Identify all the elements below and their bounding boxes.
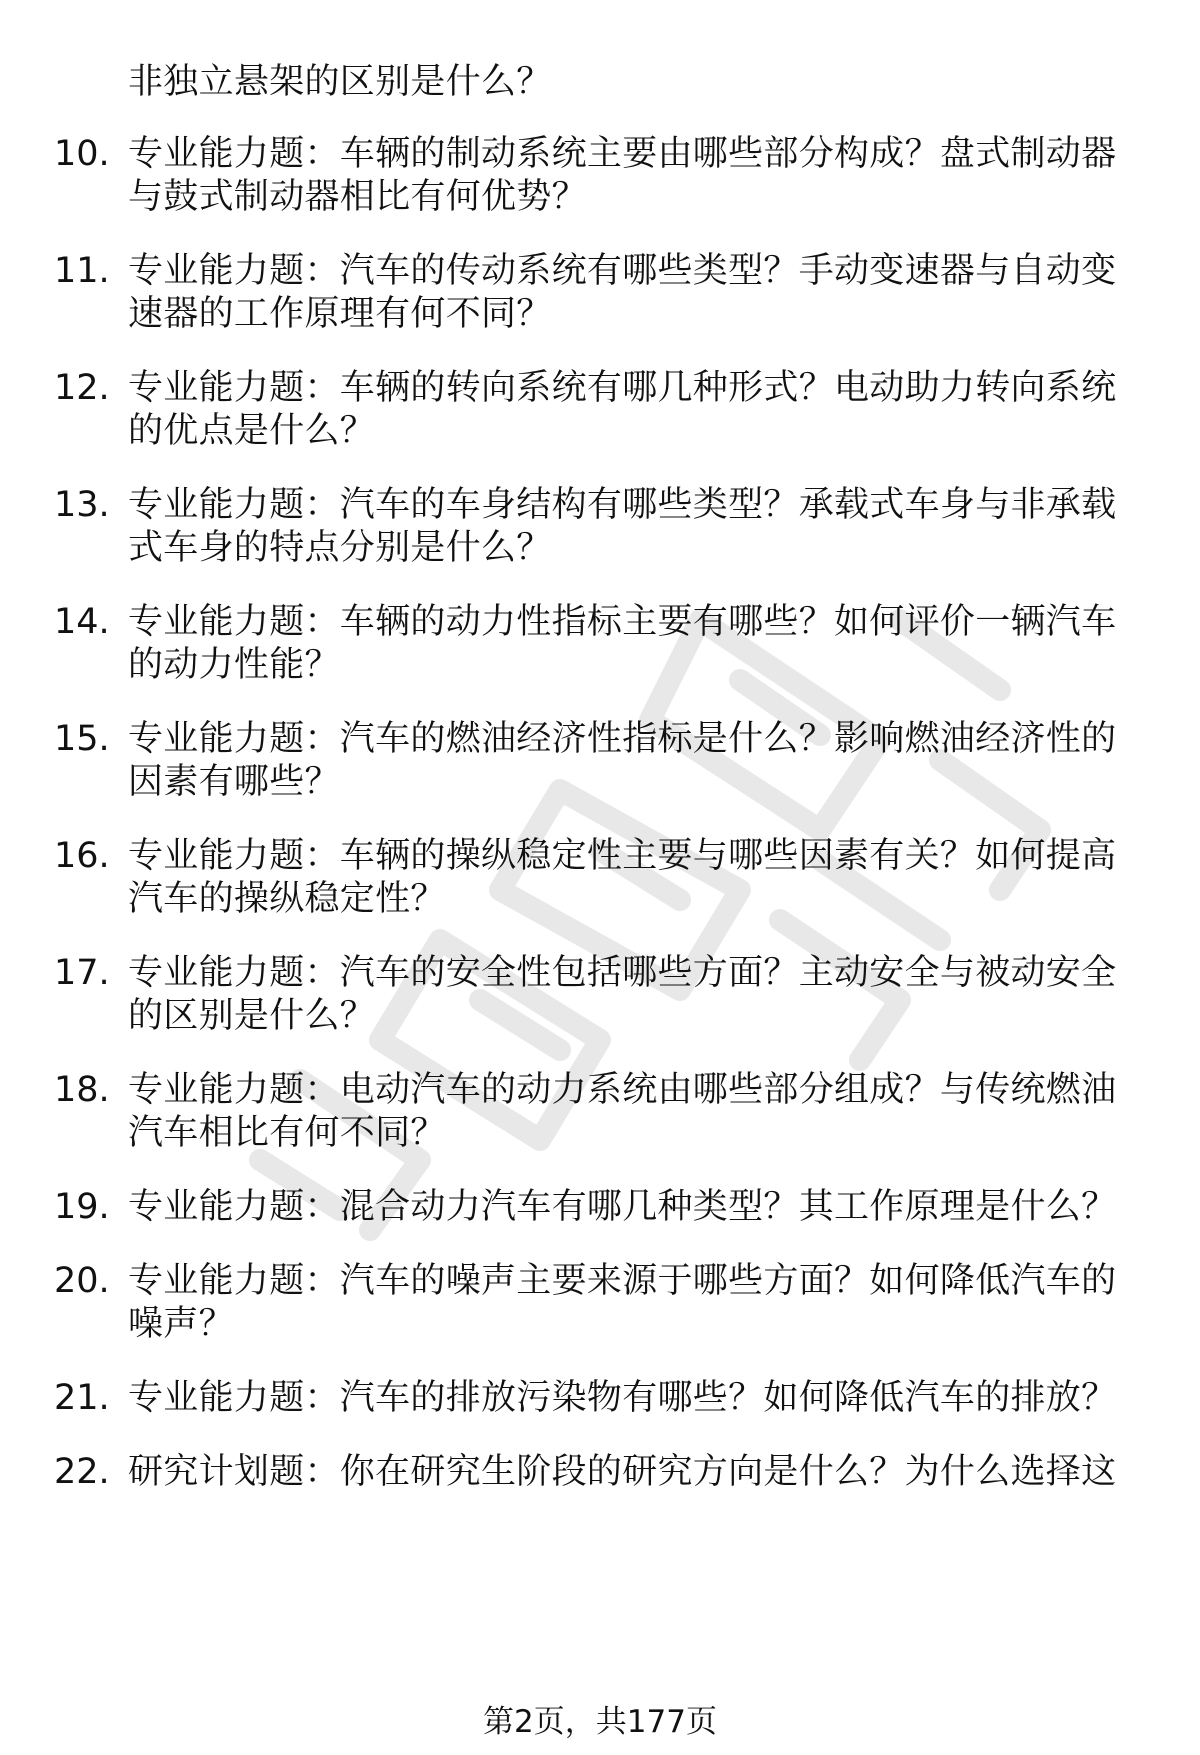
question-text-continued: 与鼓式制动器相比有何优势？ xyxy=(128,177,587,217)
question-number: 20. xyxy=(54,1261,110,1301)
question-text: 专业能力题：车辆的操纵稳定性主要与哪些因素有关？如何提高 xyxy=(128,836,1117,876)
question-number: 15. xyxy=(54,719,110,759)
question-number: 22. xyxy=(54,1452,110,1492)
question-text-continued: 的动力性能？ xyxy=(128,645,340,685)
question-text: 专业能力题：车辆的转向系统有哪几种形式？电动助力转向系统 xyxy=(128,368,1117,408)
question-number: 12. xyxy=(54,368,110,408)
question-text-continued: 的优点是什么？ xyxy=(128,411,376,451)
question-number: 21. xyxy=(54,1378,110,1418)
question-text: 专业能力题：车辆的动力性指标主要有哪些？如何评价一辆汽车 xyxy=(128,602,1117,642)
question-text: 研究计划题：你在研究生阶段的研究方向是什么？为什么选择这 xyxy=(128,1452,1117,1492)
question-number: 13. xyxy=(54,485,110,525)
question-text: 专业能力题：汽车的传动系统有哪些类型？手动变速器与自动变 xyxy=(128,251,1117,291)
question-number: 10. xyxy=(54,134,110,174)
question-text-continued: 式车身的特点分别是什么？ xyxy=(128,528,552,568)
question-text-continued: 速器的工作原理有何不同？ xyxy=(128,294,552,334)
question-text: 专业能力题：汽车的安全性包括哪些方面？主动安全与被动安全 xyxy=(128,953,1117,993)
question-text-continued: 汽车的操纵稳定性？ xyxy=(128,879,446,919)
question-text-continued: 的区别是什么？ xyxy=(128,996,376,1036)
question-text: 专业能力题：混合动力汽车有哪几种类型？其工作原理是什么？ xyxy=(128,1187,1117,1227)
question-number: 16. xyxy=(54,836,110,876)
question-text: 专业能力题：汽车的车身结构有哪些类型？承载式车身与非承载 xyxy=(128,485,1117,525)
question-text: 专业能力题：汽车的噪声主要来源于哪些方面？如何降低汽车的 xyxy=(128,1261,1117,1301)
question-text: 专业能力题：车辆的制动系统主要由哪些部分构成？盘式制动器 xyxy=(128,134,1117,174)
question-text-continued: 因素有哪些？ xyxy=(128,762,340,802)
question-text: 专业能力题：电动汽车的动力系统由哪些部分组成？与传统燃油 xyxy=(128,1070,1117,1110)
question-text-continued: 噪声？ xyxy=(128,1304,234,1344)
question-number: 14. xyxy=(54,602,110,642)
question-text: 专业能力题：汽车的燃油经济性指标是什么？影响燃油经济性的 xyxy=(128,719,1117,759)
page-footer: 第2页，共177页 xyxy=(483,1704,717,1740)
question-number: 17. xyxy=(54,953,110,993)
question-text: 专业能力题：汽车的排放污染物有哪些？如何降低汽车的排放？ xyxy=(128,1378,1117,1418)
question-number: 11. xyxy=(54,251,110,291)
continuation-line: 非独立悬架的区别是什么？ xyxy=(128,62,552,102)
question-number: 19. xyxy=(54,1187,110,1227)
question-number: 18. xyxy=(54,1070,110,1110)
question-text-continued: 汽车相比有何不同？ xyxy=(128,1113,446,1153)
